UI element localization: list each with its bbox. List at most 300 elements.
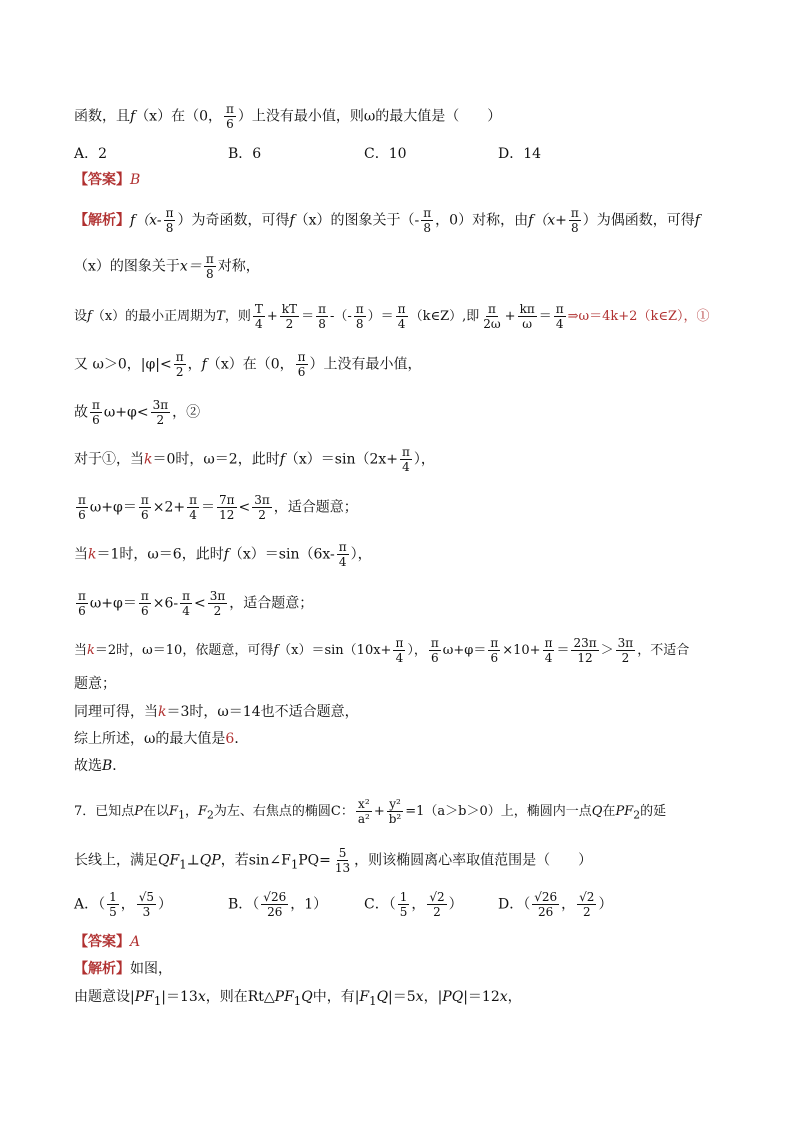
numerator: π — [570, 206, 579, 220]
option-c: C．10 — [364, 146, 407, 162]
text: ×10+ — [502, 643, 541, 658]
denominator: 6 — [430, 651, 439, 665]
numerator: π — [430, 636, 439, 650]
numerator: π — [226, 102, 234, 116]
fraction — [421, 206, 433, 235]
text: 同理可得，当 — [74, 704, 158, 720]
text: PF — [615, 804, 634, 819]
fraction — [253, 302, 265, 331]
denominator: 6 — [78, 508, 86, 522]
numerator: 3π — [617, 636, 634, 650]
denominator: 4 — [182, 604, 190, 618]
text: ＝3时，ω＝14也不适合题意， — [166, 704, 359, 720]
fraction — [76, 493, 88, 522]
text: 对称， — [217, 258, 260, 275]
text: ） — [598, 896, 613, 913]
denominator: 8 — [571, 221, 579, 235]
text: f — [87, 309, 92, 324]
fraction — [354, 302, 366, 331]
analysis-line — [74, 729, 754, 749]
fraction — [137, 890, 156, 919]
subscript: 2 — [633, 808, 641, 822]
fraction — [261, 890, 288, 919]
text: QP — [199, 852, 221, 869]
text: 的延 — [640, 804, 667, 819]
numerator: 3π — [152, 398, 169, 412]
denominator: 13 — [334, 861, 351, 875]
fraction — [224, 102, 236, 131]
numerator: 5 — [338, 846, 347, 860]
fraction — [488, 636, 500, 665]
text: ． — [112, 758, 127, 774]
numerator: y² — [389, 797, 401, 811]
denominator: 2 — [258, 508, 266, 522]
text: ×2+ — [152, 499, 186, 516]
fraction — [151, 398, 171, 427]
text: ω+φ＝ — [442, 643, 487, 658]
fraction — [543, 636, 555, 665]
denominator: 8 — [423, 221, 432, 235]
analysis-line — [74, 702, 754, 722]
text: x — [499, 989, 508, 1005]
denominator: 6 — [140, 604, 149, 618]
analysis-line — [74, 674, 754, 694]
text: ⇒ω＝4k+2（k∈Z），① — [567, 309, 710, 324]
question-7 — [74, 846, 754, 875]
answer-line — [74, 170, 754, 190]
option-b — [228, 890, 327, 919]
text: Q — [591, 804, 603, 819]
analysis-line — [74, 987, 754, 1011]
text: < — [194, 595, 206, 612]
denominator: 6 — [78, 604, 86, 618]
text: ） — [158, 896, 173, 913]
analysis-line — [74, 589, 754, 618]
numerator: x² — [358, 797, 370, 811]
analysis-line — [74, 959, 754, 979]
analysis-line — [74, 445, 754, 474]
text: ，适合题意； — [229, 595, 314, 612]
text: Q — [376, 989, 389, 1005]
subscript: 1 — [290, 857, 299, 872]
text: ）＝ — [367, 309, 394, 324]
fraction — [174, 350, 186, 379]
fraction — [107, 890, 119, 919]
denominator: 8 — [355, 317, 364, 331]
text: ，不适合 — [637, 643, 690, 658]
numerator: π — [355, 302, 364, 316]
numerator: √2 — [429, 890, 445, 904]
fraction — [532, 890, 559, 919]
denominator: 26 — [538, 905, 554, 919]
text: f — [289, 212, 295, 229]
numerator: π — [140, 589, 149, 603]
denominator: 2 — [621, 651, 630, 665]
text: 又 ω＞0，|φ|< — [74, 356, 172, 373]
fraction — [180, 589, 192, 618]
numerator: π — [423, 206, 432, 220]
numerator: √26 — [534, 890, 558, 904]
text: =1（a＞b＞0）上，椭圆内一点 — [405, 804, 592, 819]
numerator: π — [395, 636, 404, 650]
fraction — [398, 890, 410, 919]
fraction — [571, 636, 598, 665]
numerator: π — [490, 636, 499, 650]
denominator: 5 — [109, 905, 117, 919]
text: ，若sin∠F — [220, 852, 291, 869]
denominator: 8 — [318, 317, 326, 331]
denominator: 6 — [490, 651, 499, 665]
text: 故 — [74, 404, 88, 421]
fraction — [396, 302, 408, 331]
text: ＝ — [301, 309, 315, 324]
fraction — [333, 846, 352, 875]
text: -（- — [329, 309, 352, 324]
text: f — [694, 212, 700, 229]
text: ，则该椭圆离心率取值范围是（ ） — [354, 852, 593, 869]
fraction — [139, 493, 151, 522]
fraction — [280, 302, 299, 331]
numerator: π — [165, 206, 174, 220]
text: 在以 — [143, 804, 170, 819]
fraction — [518, 302, 537, 331]
answer-line — [74, 932, 754, 952]
fraction — [427, 890, 446, 919]
denominator: 2 — [285, 317, 294, 331]
numerator: π — [205, 252, 214, 266]
denominator: 3 — [142, 905, 151, 919]
text: + — [266, 309, 278, 324]
text: f — [273, 643, 279, 658]
fraction — [387, 797, 404, 826]
text: |＝5 — [388, 989, 416, 1005]
text: 综上所述，ω的最大值是 — [74, 731, 226, 747]
fraction — [356, 797, 372, 826]
text: f — [279, 451, 285, 468]
numerator: kT — [281, 302, 298, 316]
text: + — [373, 804, 385, 819]
answer-label: 【答案】 — [74, 172, 130, 188]
text: ，则在Rt△ — [205, 989, 275, 1005]
denominator: 6 — [140, 508, 149, 522]
denominator: 12 — [577, 651, 593, 665]
denominator: 4 — [255, 317, 263, 331]
fraction — [296, 350, 308, 379]
fraction — [337, 540, 349, 569]
text: ＝ — [538, 309, 552, 324]
denominator: 4 — [555, 317, 564, 331]
text: 函数，且 — [74, 108, 130, 125]
numerator: π — [544, 636, 553, 650]
analysis-line — [74, 206, 754, 235]
text: C．（ — [364, 896, 396, 913]
fraction — [577, 890, 596, 919]
analysis-line — [74, 350, 754, 379]
numerator: π — [175, 350, 184, 364]
text: |＝13 — [161, 989, 198, 1005]
option-c — [364, 890, 463, 919]
text: ＞ — [600, 643, 614, 658]
numerator: 7π — [219, 493, 235, 507]
numerator: 23π — [573, 636, 597, 650]
text: ， — [187, 356, 202, 373]
text: ω+φ< — [103, 404, 149, 421]
denominator: 4 — [189, 508, 197, 522]
text: ⊥ — [186, 852, 200, 869]
denominator: 2ω — [483, 317, 501, 331]
text: F — [197, 804, 208, 819]
text: （x）的图象关于（- — [294, 212, 420, 229]
text: （x）在（0， — [206, 356, 294, 373]
text: ， — [120, 896, 135, 913]
subscript: 1 — [153, 993, 162, 1008]
text: （x）在（0， — [135, 108, 222, 125]
text: ，适合题意； — [273, 499, 358, 516]
text: PF — [274, 989, 294, 1005]
text: x＝ — [179, 258, 202, 275]
text: 由题意设| — [74, 989, 135, 1005]
denominator: 4 — [544, 651, 553, 665]
text: ＝0时，ω＝2，此时 — [152, 451, 280, 468]
text: PQ — [442, 989, 464, 1005]
text: 7．已知点 — [74, 804, 135, 819]
numerator: π — [297, 350, 306, 364]
fraction — [187, 493, 199, 522]
text: ）， — [350, 546, 372, 563]
question-7 — [74, 797, 754, 826]
text: （x）＝sin（10x+ — [278, 643, 392, 658]
text: f — [223, 546, 229, 563]
numerator: π — [397, 302, 406, 316]
text: PQ= — [298, 852, 331, 869]
text: ，1） — [290, 896, 328, 913]
text: D．（ — [498, 896, 531, 913]
text: x — [197, 989, 206, 1005]
text: T — [216, 309, 225, 324]
subscript: 1 — [179, 857, 187, 872]
text: ， — [561, 896, 576, 913]
text: ， — [184, 804, 198, 819]
text: QF — [158, 852, 180, 869]
text: F — [169, 804, 179, 819]
text: 6 — [225, 731, 235, 747]
numerator: 1 — [399, 890, 408, 904]
text: ＝ — [556, 643, 570, 658]
numerator: π — [189, 493, 197, 507]
text: |＝12 — [463, 989, 500, 1005]
text: k — [144, 451, 153, 468]
numerator: π — [92, 398, 100, 412]
fraction — [217, 493, 237, 522]
text: B — [102, 758, 113, 774]
analysis-label: 【解析】 — [74, 212, 130, 229]
numerator: 1 — [109, 890, 117, 904]
analysis-line — [74, 252, 754, 281]
text: k — [87, 643, 95, 658]
fraction — [76, 589, 88, 618]
answer-label: 【答案】 — [74, 934, 130, 950]
text: A．（ — [74, 896, 106, 913]
numerator: π — [78, 589, 86, 603]
analysis-line — [74, 398, 754, 427]
option-d — [498, 890, 612, 919]
text: ）， — [407, 643, 427, 658]
text: 设 — [74, 309, 88, 324]
text: f（x- — [130, 212, 162, 229]
denominator: 12 — [219, 508, 235, 522]
fraction — [164, 206, 176, 235]
text: f — [130, 108, 136, 125]
text: 中，有| — [312, 989, 360, 1005]
analysis-line — [74, 493, 754, 522]
text: ＝1时，ω＝6，此时 — [96, 546, 224, 563]
numerator: 3π — [254, 493, 270, 507]
text: ，0）对称，由 — [435, 212, 529, 229]
text: ，则 — [224, 309, 251, 324]
text: ． — [234, 731, 249, 747]
numerator: π — [182, 589, 190, 603]
text: k — [88, 546, 97, 563]
subscript: 2 — [207, 808, 214, 822]
text: 题意； — [74, 676, 116, 692]
text: 在 — [602, 804, 616, 819]
numerator: √5 — [138, 890, 155, 904]
answer-value: B — [130, 172, 141, 188]
text: 当 — [74, 643, 88, 658]
denominator: 6 — [92, 413, 100, 427]
denominator: 5 — [399, 905, 408, 919]
text: （x）＝sin（2x+ — [284, 451, 399, 468]
text: ×6- — [152, 595, 179, 612]
subscript: 1 — [369, 993, 377, 1008]
text: ）上没有最小值， — [309, 356, 422, 373]
fraction — [400, 445, 412, 474]
analysis-line — [74, 540, 754, 569]
denominator: 4 — [397, 317, 406, 331]
analysis-label: 【解析】 — [74, 961, 130, 977]
text: 故选 — [74, 758, 102, 774]
fraction — [429, 636, 441, 665]
numerator: π — [78, 493, 86, 507]
text: ）上没有最小值，则ω的最大值是（ ） — [237, 108, 502, 125]
denominator: 6 — [226, 117, 234, 131]
numerator: √26 — [263, 890, 287, 904]
numerator: π — [555, 302, 564, 316]
fraction — [481, 302, 502, 331]
text: P — [134, 804, 144, 819]
text: + — [504, 309, 516, 324]
denominator: 6 — [297, 365, 306, 379]
numerator: √2 — [579, 890, 595, 904]
fraction — [316, 302, 328, 331]
option-a — [74, 890, 172, 919]
denominator: a² — [357, 812, 370, 826]
denominator: 4 — [395, 651, 404, 665]
text: 为左、右焦点的椭圆C： — [213, 804, 354, 819]
fraction — [569, 206, 581, 235]
denominator: 2 — [213, 604, 222, 618]
question-6-continued — [74, 102, 754, 131]
text: ω+φ＝ — [89, 595, 137, 612]
text: 对于①，当 — [74, 451, 144, 468]
subscript: 1 — [293, 993, 302, 1008]
denominator: 2 — [582, 905, 591, 919]
denominator: 2 — [433, 905, 441, 919]
text: 当 — [74, 546, 88, 563]
fraction — [204, 252, 216, 281]
analysis-line — [74, 756, 754, 776]
fraction — [139, 589, 151, 618]
numerator: π — [488, 302, 496, 316]
option-b: B．6 — [228, 146, 262, 162]
text: （x）＝sin（6x- — [228, 546, 335, 563]
text: PF — [134, 989, 154, 1005]
option-d: D．14 — [498, 146, 542, 162]
text: 长线上，满足 — [74, 852, 158, 869]
text: ，| — [423, 989, 443, 1005]
fraction — [90, 398, 102, 427]
text: （x）的图象关于 — [74, 258, 180, 275]
text: ω+φ＝ — [89, 499, 137, 516]
numerator: π — [140, 493, 149, 507]
text: < — [238, 499, 251, 516]
text: x — [415, 989, 424, 1005]
text: ， — [411, 896, 426, 913]
analysis-line — [74, 636, 754, 665]
text: ） — [448, 896, 463, 913]
text: ＝2时，ω＝10，依题意，可得 — [94, 643, 274, 658]
fraction — [208, 589, 228, 618]
text: f — [201, 356, 207, 373]
denominator: b² — [388, 812, 402, 826]
fraction — [252, 493, 272, 522]
denominator: 2 — [156, 413, 165, 427]
text: ）， — [413, 451, 435, 468]
text: f（x+ — [528, 212, 567, 229]
answer-value: A — [130, 934, 141, 950]
denominator: 4 — [338, 555, 347, 569]
text: ，② — [172, 404, 201, 421]
text: ， — [507, 989, 522, 1005]
fraction — [554, 302, 566, 331]
text: B．（ — [228, 896, 260, 913]
text: Q — [301, 989, 313, 1005]
numerator: π — [338, 540, 347, 554]
fraction — [616, 636, 636, 665]
analysis-line — [74, 302, 754, 331]
text: ＝ — [201, 499, 215, 516]
fraction — [393, 636, 405, 665]
text: ）为奇函数，可得 — [177, 212, 290, 229]
denominator: 2 — [175, 365, 184, 379]
denominator: 4 — [402, 460, 410, 474]
numerator: kπ — [519, 302, 535, 316]
denominator: 26 — [267, 905, 283, 919]
denominator: 8 — [205, 267, 214, 281]
numerator: T — [254, 302, 263, 316]
option-a: A．2 — [74, 146, 108, 162]
text: （k∈Z）,即 — [409, 309, 480, 324]
numerator: 3π — [209, 589, 226, 603]
denominator: 8 — [165, 221, 174, 235]
text: 如图， — [130, 961, 172, 977]
denominator: ω — [522, 317, 533, 331]
subscript: 1 — [178, 808, 185, 822]
text: F — [359, 989, 370, 1005]
text: （x）的最小正周期为 — [91, 309, 217, 324]
text: ）为偶函数，可得 — [582, 212, 695, 229]
text: k — [158, 704, 167, 720]
